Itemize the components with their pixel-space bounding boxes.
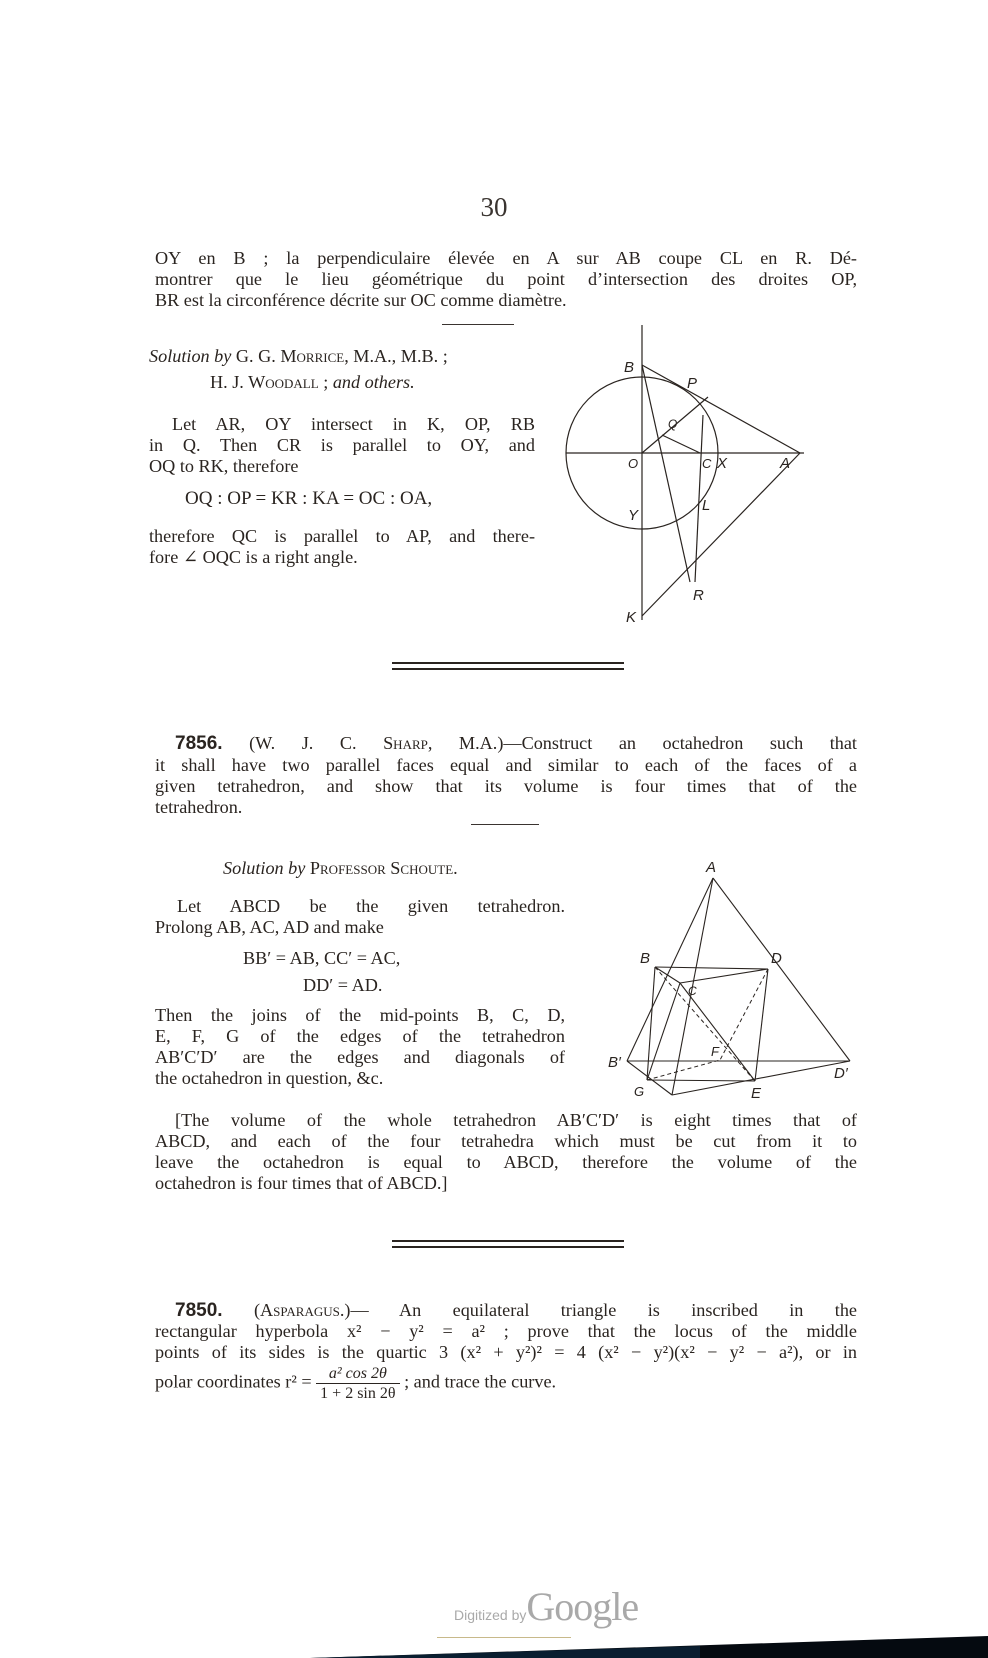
polar-prefix: polar coordinates r² = [155,1371,312,1392]
solution1-heading-line2 [210,372,415,393]
note-line: octahedron is four times that of ABCD.] [155,1173,448,1193]
solution2-line: Prolong AB, AC, AD and make [155,917,384,937]
solution2-line2: AB′C′D′ are the edges and diagonals of [155,1047,565,1067]
problem7850-line4 [155,1364,556,1403]
edge-cd [680,969,768,983]
problem7856-line: it shall have two parallel faces equal and similar to each of the faces of a [155,755,857,775]
solution1-equation: OQ : OP = KR : KA = OC : OA, [185,488,433,509]
short-divider [442,324,514,325]
double-divider-top [392,662,624,664]
solution1-conclusion: fore ∠ OQC is a right angle. [149,547,358,567]
solution-author: Professor Schoute. [309,858,458,878]
label-c: C [702,456,712,471]
problem7856-line1 [175,733,857,754]
polar-fraction [316,1364,399,1403]
problem-text: — An equilateral triangle is inscribed in the [350,1300,858,1320]
solution2-line: Let ABCD be the given tetrahedron. [177,896,565,916]
label-p: P [687,375,698,392]
solution-by: Solution by [149,346,232,366]
dashed-be [655,967,755,1081]
edge-ge [647,1080,755,1081]
problem7856-line: tetrahedron. [155,797,243,817]
double-divider-top [392,1240,624,1242]
problem-text: —Construct an octahedron such that [503,733,857,753]
solution2-eq2: DD′ = AD. [303,975,383,995]
label-a: A [780,455,791,472]
watermark-prefix: Digitized by [454,1607,527,1623]
label-c: C [688,984,697,998]
edge-cg [647,983,680,1080]
and-others: and others. [332,372,415,392]
label-d-prime: D′ [834,1065,848,1082]
label-b-prime: B′ [608,1054,621,1071]
circle-figure [560,320,820,630]
edge-bd [655,967,768,969]
solution1-line: Let AR, OY intersect in K, OP, RB [172,414,535,434]
problem-author: (W. J. C. Sharp, M.A.) [249,733,504,753]
solution-authors: H. J. Woodall ; [210,372,329,392]
label-e: E [751,1085,762,1100]
note-line: ABCD, and each of the four tetrahedra which must be cut from it to [155,1131,857,1151]
problem-author: (Asparagus.) [253,1300,351,1320]
label-y: Y [628,507,639,524]
polar-suffix: ; and trace the curve. [404,1371,557,1392]
note-line: [The volume of the whole tetrahedron AB′C′D′ is eight times that of [175,1110,857,1130]
label-k: K [626,609,637,626]
fraction-numerator: a² cos 2θ [316,1364,399,1384]
label-d: D [771,950,782,967]
problem7850-line: points of its sides is the quartic 3 (x² + y²)² = 4 (x² − y²)(x² − y² − a²), or in [155,1342,857,1362]
solution1-line: OQ to RK, therefore [149,456,299,476]
double-divider-bottom [392,668,624,670]
dashed-df [720,969,768,1060]
solution1-line: in Q. Then CR is parallel to OY, and [149,435,535,455]
note-line: leave the octahedron is equal to ABCD, therefore the volume of the [155,1152,857,1172]
solution2-line2: Then the joins of the mid-points B, C, D, [155,1005,565,1025]
intro-line: montrer que le lieu géométrique du point d’intersection des droites OP, [155,269,857,289]
solution1-conclusion: therefore QC is parallel to AP, and there- [149,526,535,546]
label-f: F [711,1044,719,1059]
label-o: O [628,456,639,471]
intro-line: BR est la circonférence décrite sur OC comme diamètre. [155,290,567,310]
label-b: B [640,950,651,967]
watermark-brand: Google [526,1584,639,1629]
label-a: A [706,859,717,876]
edge-de [755,969,768,1081]
line-ba [642,365,800,453]
line-br [642,365,690,582]
problem-number: 7856. [175,733,223,754]
label-r: R [693,587,704,604]
solution1-heading [149,346,448,367]
fraction-denominator: 1 + 2 sin 2θ [320,1385,396,1402]
edge-ab [627,878,713,1061]
google-watermark [454,1583,638,1630]
label-b: B [624,359,635,376]
solution2-heading [223,858,458,879]
problem7856-line: given tetrahedron, and show that its volume is four times that of the [155,776,857,796]
dashed-gf [647,1060,720,1080]
label-g: G [634,1084,645,1099]
page-number: 30 [480,192,508,222]
solution2-line2: E, F, G of the edges of the tetrahedron [155,1026,565,1046]
tetrahedron-figure [600,830,860,1100]
edge-bc [655,967,680,983]
solution2-eq1: BB′ = AB, CC′ = AC, [243,948,401,968]
label-x: X [717,455,728,472]
label-l: L [702,497,711,514]
line-qc [662,435,700,453]
short-divider [471,824,539,825]
label-q: Q [668,417,678,431]
line-ak [642,453,800,616]
solution2-line2: the octahedron in question, &c. [155,1068,384,1088]
problem-number: 7850. [175,1300,223,1321]
solution-authors: G. G. Morrice, M.A., M.B. ; [235,346,448,366]
problem7850-line1 [175,1300,857,1321]
double-divider-bottom [392,1246,624,1248]
intro-line: OY en B ; la perpendiculaire élevée en A sur AB coupe CL en R. Dé- [155,248,857,268]
problem7850-line: rectangular hyperbola x² − y² = a² ; prove that the locus of the middle [155,1321,857,1341]
scan-edge [0,1630,988,1658]
edge-bg [647,967,655,1080]
solution-by: Solution by [223,858,306,878]
